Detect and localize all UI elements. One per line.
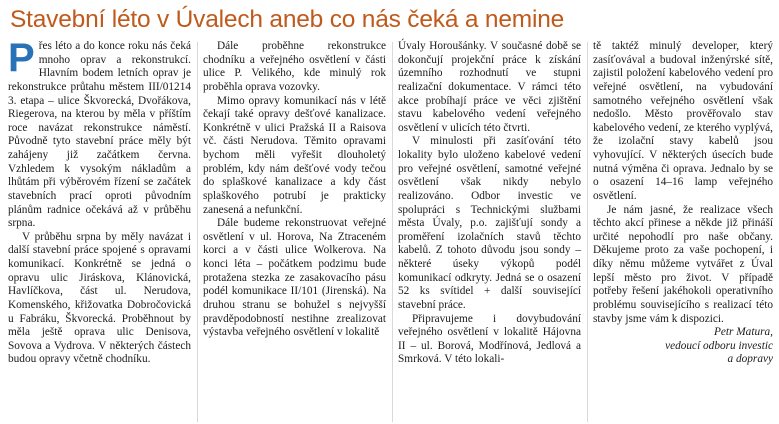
column-2 [203, 40, 386, 340]
paragraph: Je nám jasné, že realizace všech těchto akcí přinese a někde již přináší určité nepohodlí pro naše občany. Děkujeme proto za vaše pochopení, i díky němu můžeme vytvářet z Úval lepší město pro život. V případě potřeby řešení jakéhokoli operativního problému souvisejícího s realizací této stavby jsme vám k dispozici. [593, 203, 773, 325]
column-divider [197, 42, 198, 422]
signature-role: a dopravy [727, 353, 773, 366]
paragraph: Úvaly Horoušánky. V současné době se dokončují projekční práce k získání územního rozhodnutí ve stupni realizační dokumentace. V rámci této akce probíhají práce ve věci zjištění stavu kabelového vedení veřejného osvětlení v ulicích této čtvrti. [398, 40, 581, 134]
article-title: Stavební léto v Úvalech aneb co nás čeká a nemine [10, 6, 565, 33]
paragraph [8, 36, 191, 231]
column-divider [392, 42, 393, 422]
paragraph: tě taktéž minulý developer, který zasíťovával a budoval inženýrské sítě, zajistil položení kabelového vedení pro veřejné osvětlení, na vybudování samotného veřejného osvětlení však nedošlo. Město prověřovalo stav kabelového vedení, ze kterého vyplývá, že izolační stavy kabelů jsou vyhovující. V některých úsecích bude nutná výměna či oprava. Jednalo by se o osazení 14–16 lamp veřejného osvětlení. [593, 40, 773, 202]
column-divider [587, 42, 588, 422]
signature-name: Petr Matura, [714, 326, 773, 339]
paragraph: Mimo opravy komunikací nás v létě čekají také opravy dešťové kanalizace. Konkrétně v ulici Pražská II a Raisova vč. části Nerudova. Těmito opravami bychom měli vyřešit dlouholetý problém, kdy nám dešťové vody tečou do splaškové kanalizace a kdy část splaškového potrubí je prakticky zanesená a nefunkční. [203, 94, 386, 216]
column-3 [398, 40, 581, 367]
paragraph: Připravujeme i dovybudování veřejného osvětlení v lokalitě Hájovna II – ul. Borová, Modřínová, Jedlová a Smrková. V této lokali- [398, 312, 581, 366]
column-1 [8, 36, 191, 367]
paragraph: V minulosti při zasíťování této lokality bylo uloženo kabelové vedení pro veřejné osvětlení, samotné veřejné osvětlení však nikdy nebylo realizováno. Odbor investic ve spolupráci s Technickými službami města Úvaly, p.o. zajišťují sondy a proměření izolačních stavů těchto kabelů. Z tohoto důvodu jsou sondy – některé úseky výkopů podél komunikací odkryty. Jedná se o osazení 52 ks svítidel + další související stavební práce. [398, 135, 581, 311]
paragraph: Dále budeme rekonstruovat veřejné osvětlení v ul. Horova, Na Ztraceném korci a v části ulice Wolkerova. Na konci léta – počátkem podzimu bude protažena stezka ze zasakovacího pásu podél komunikace II/101 (Jirenská). Na druhou stranu se bohužel s nejvyšší pravděpodobností nestihne zrealizovat výstavba veřejného osvětlení v lokalitě [203, 217, 386, 339]
paragraph-text: řes léto a do konce roku nás čeká mnoho oprav a rekonstrukcí. Hlavním bodem letních oprav je rekonstrukce průtahu městem III/01214 3. etapa – ulice Škvorecká, Dvořákova, Riegerova, na kterou by měla v příštím roce navázat rekonstrukce náměstí. Původně tyto stavební práce měly být zahájeny již začátkem června. Vzhledem k vysokým nákladům a lhůtám při výběrovém řízení se začátek stavebních prací oproti původním plánům radnice očekává až v průběhu srpna. [8, 40, 191, 230]
signature-role: vedoucí odboru investic [665, 339, 773, 352]
paragraph: V průběhu srpna by měly navázat i další stavební práce spojené s opravami komunikací. Konkrétně se jedná o opravu ulic Jiráskova, Klánovická, Havlíčkova, část ul. Nerudova, Komenského, křižovatka Dobročovická u Fabráku, Škvorecká. Proběhnout by měla ještě oprava ulic Denisova, Sovova a Vydrova. V některých částech budou opravy včetně chodníku. [8, 230, 191, 366]
paragraph: Dále proběhne rekonstrukce chodníku a veřejného osvětlení v části ulice P. Velikého, kde minulý rok proběhla oprava vozovky. [203, 40, 386, 93]
column-4 [593, 40, 773, 367]
drop-cap: P [8, 36, 35, 80]
